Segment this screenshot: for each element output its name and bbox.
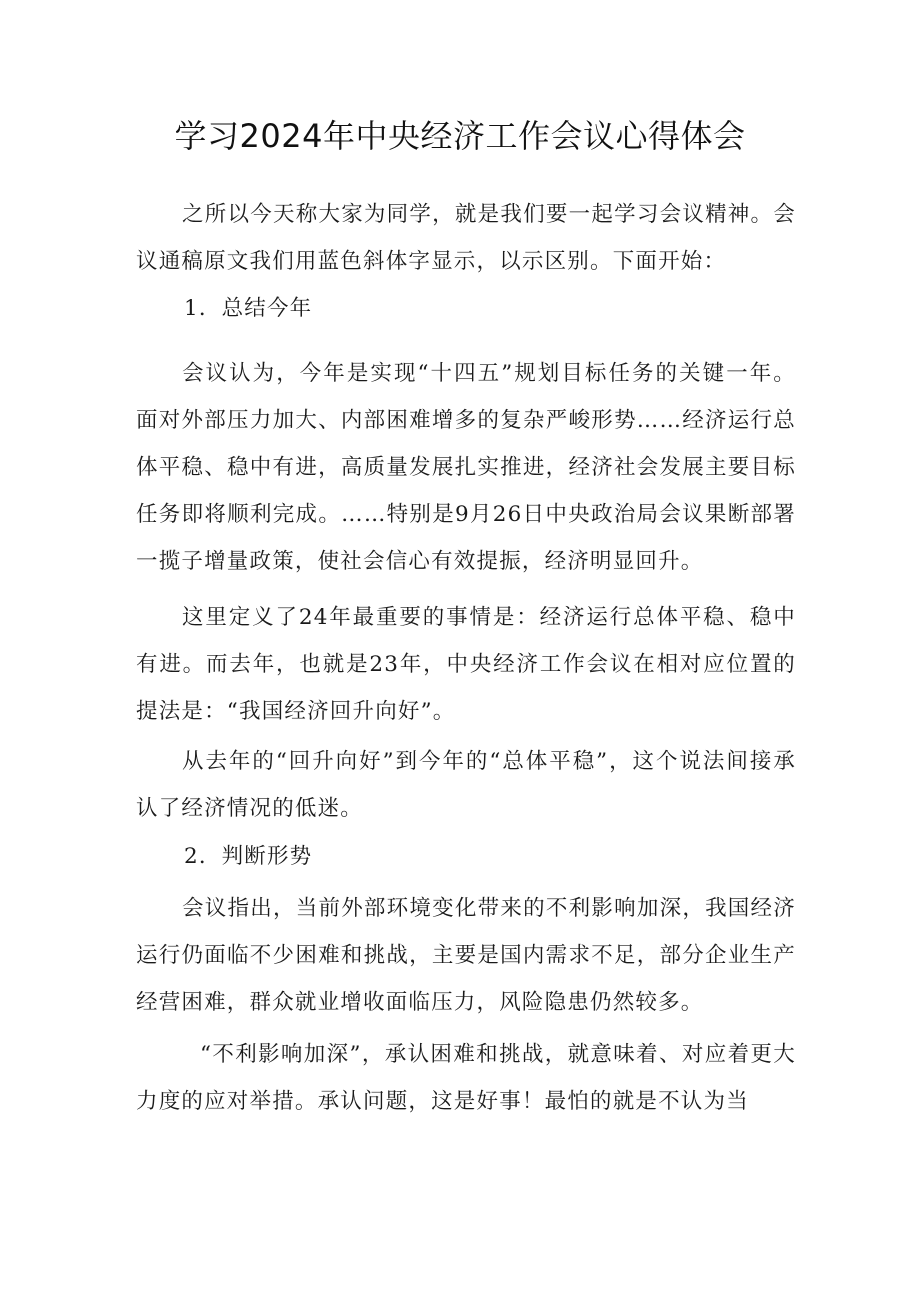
paragraph-definition: 这里定义了24年最重要的事情是：经济运行总体平稳、稳中有进。而去年，也就是23年，中央经济工作会议在相对应位置的提法是：“我国经济回升向好”。 xyxy=(136,605,796,724)
paragraph-commentary: “不利影响加深”，承认困难和挑战，就意味着、对应着更大力度的应对举措。承认问题，这是好事！最怕的就是不认为当 xyxy=(136,1042,796,1114)
paragraph-comparison: 从去年的“回升向好”到今年的“总体平稳”，这个说法间接承认了经济情况的低迷。 xyxy=(136,749,796,821)
document-title: 学习2024年中央经济工作会议心得体会 xyxy=(174,117,746,155)
paragraph-situation-quote: 会议指出，当前外部环境变化带来的不利影响加深，我国经济运行仍面临不少困难和挑战，主要是国内需求不足，部分企业生产经营困难，群众就业增收面临压力，风险隐患仍然较多。 xyxy=(136,896,796,1015)
paragraph-summary-quote: 会议认为，今年是实现“十四五”规划目标任务的关键一年。面对外部压力加大、内部困难增多的复杂严峻形势……经济运行总体平稳、稳中有进，高质量发展扎实推进，经济社会发展主要目标任务即将顺利完成。……特别是9月26日中央政治局会议果断部署一揽子增量政策，使社会信心有效提振，经济明显回升。 xyxy=(136,361,796,574)
section-heading-1: 1．总结今年 xyxy=(184,296,313,321)
intro-paragraph: 之所以今天称大家为同学，就是我们要一起学习会议精神。会议通稿原文我们用蓝色斜体字显示，以示区别。下面开始： xyxy=(136,202,796,274)
section-heading-2: 2．判断形势 xyxy=(184,844,313,869)
